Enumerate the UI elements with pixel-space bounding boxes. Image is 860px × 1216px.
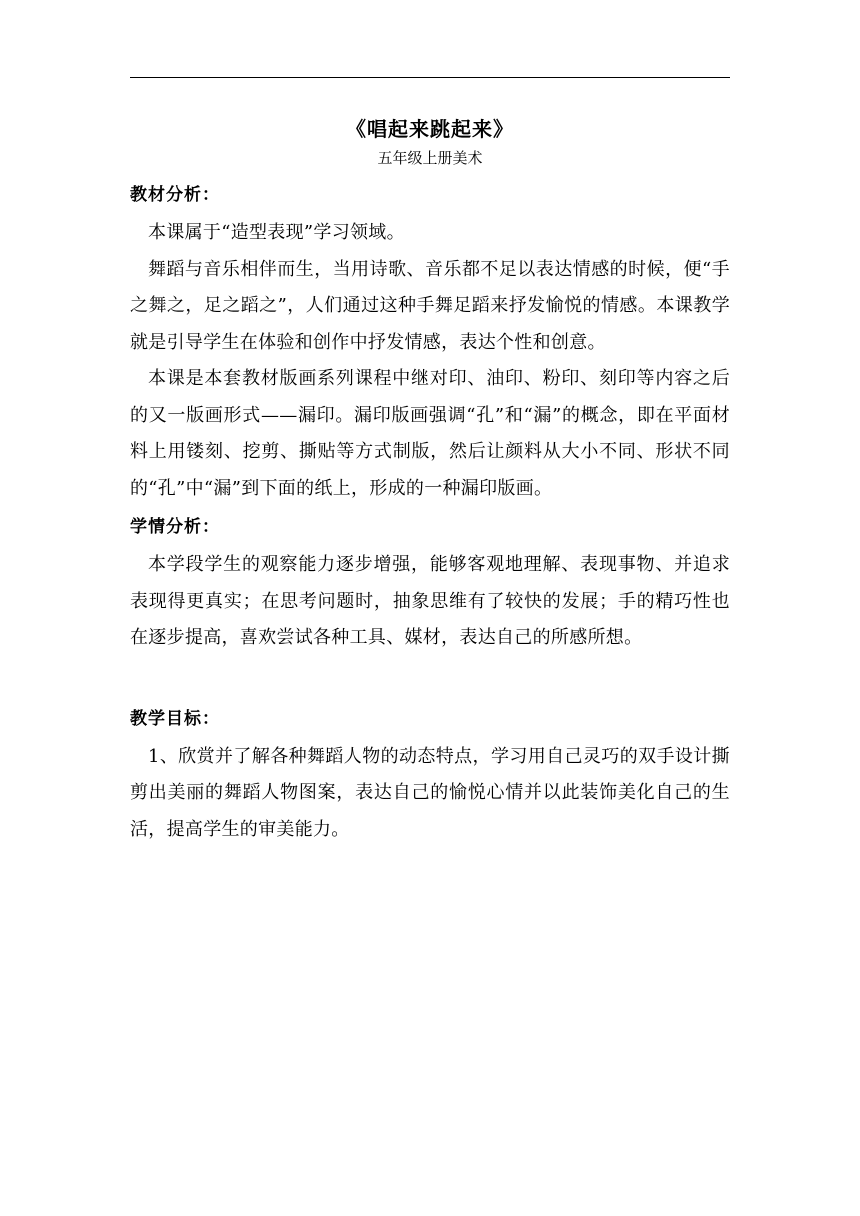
section-heading-teaching-goals: 教学目标： [130,708,220,729]
paragraph: 本学段学生的观察能力逐步增强，能够客观地理解、表现事物、并追求表现得更真实；在思考问题时，抽象思维有了较快的发展；手的精巧性也在逐步提高，喜欢尝试各种工具、媒材，表达自己的所感所想。 [130,554,730,648]
paragraph: 本课属于“造型表现”学习领域。 [148,222,405,243]
header-rule [130,77,730,78]
section-heading-textbook-analysis: 教材分析： [130,185,220,205]
document-title: 《唱起来跳起来》 [346,117,514,141]
section-heading-student-analysis: 学情分析： [130,517,220,537]
document-body [130,112,730,848]
paragraph: 1、欣赏并了解各种舞蹈人物的动态特点，学习用自己灵巧的双手设计撕剪出美丽的舞蹈人物图案，表达自己的愉悦心情并以此装饰美化自己的生活，提高学生的审美能力。 [130,745,730,840]
blank-line [130,657,730,699]
paragraph: 舞蹈与音乐相伴而生，当用诗歌、音乐都不足以表达情感的时候，便“手之舞之，足之蹈之”，人们通过这种手舞足蹈来抒发愉悦的情感。本课教学就是引导学生在体验和创作中抒发情感，表达个性和创意。 [130,258,730,353]
document-subtitle: 五年级上册美术 [377,149,483,167]
paragraph: 本课是本套教材版画系列课程中继对印、油印、粉印、刻印等内容之后的又一版画形式——漏印。漏印版画强调“孔”和“漏”的概念，即在平面材料上用镂刻、挖剪、撕贴等方式制版，然后让颜料从大小不同、形状不同的“孔”中“漏”到下面的纸上，形成的一种漏印版画。 [130,368,730,499]
